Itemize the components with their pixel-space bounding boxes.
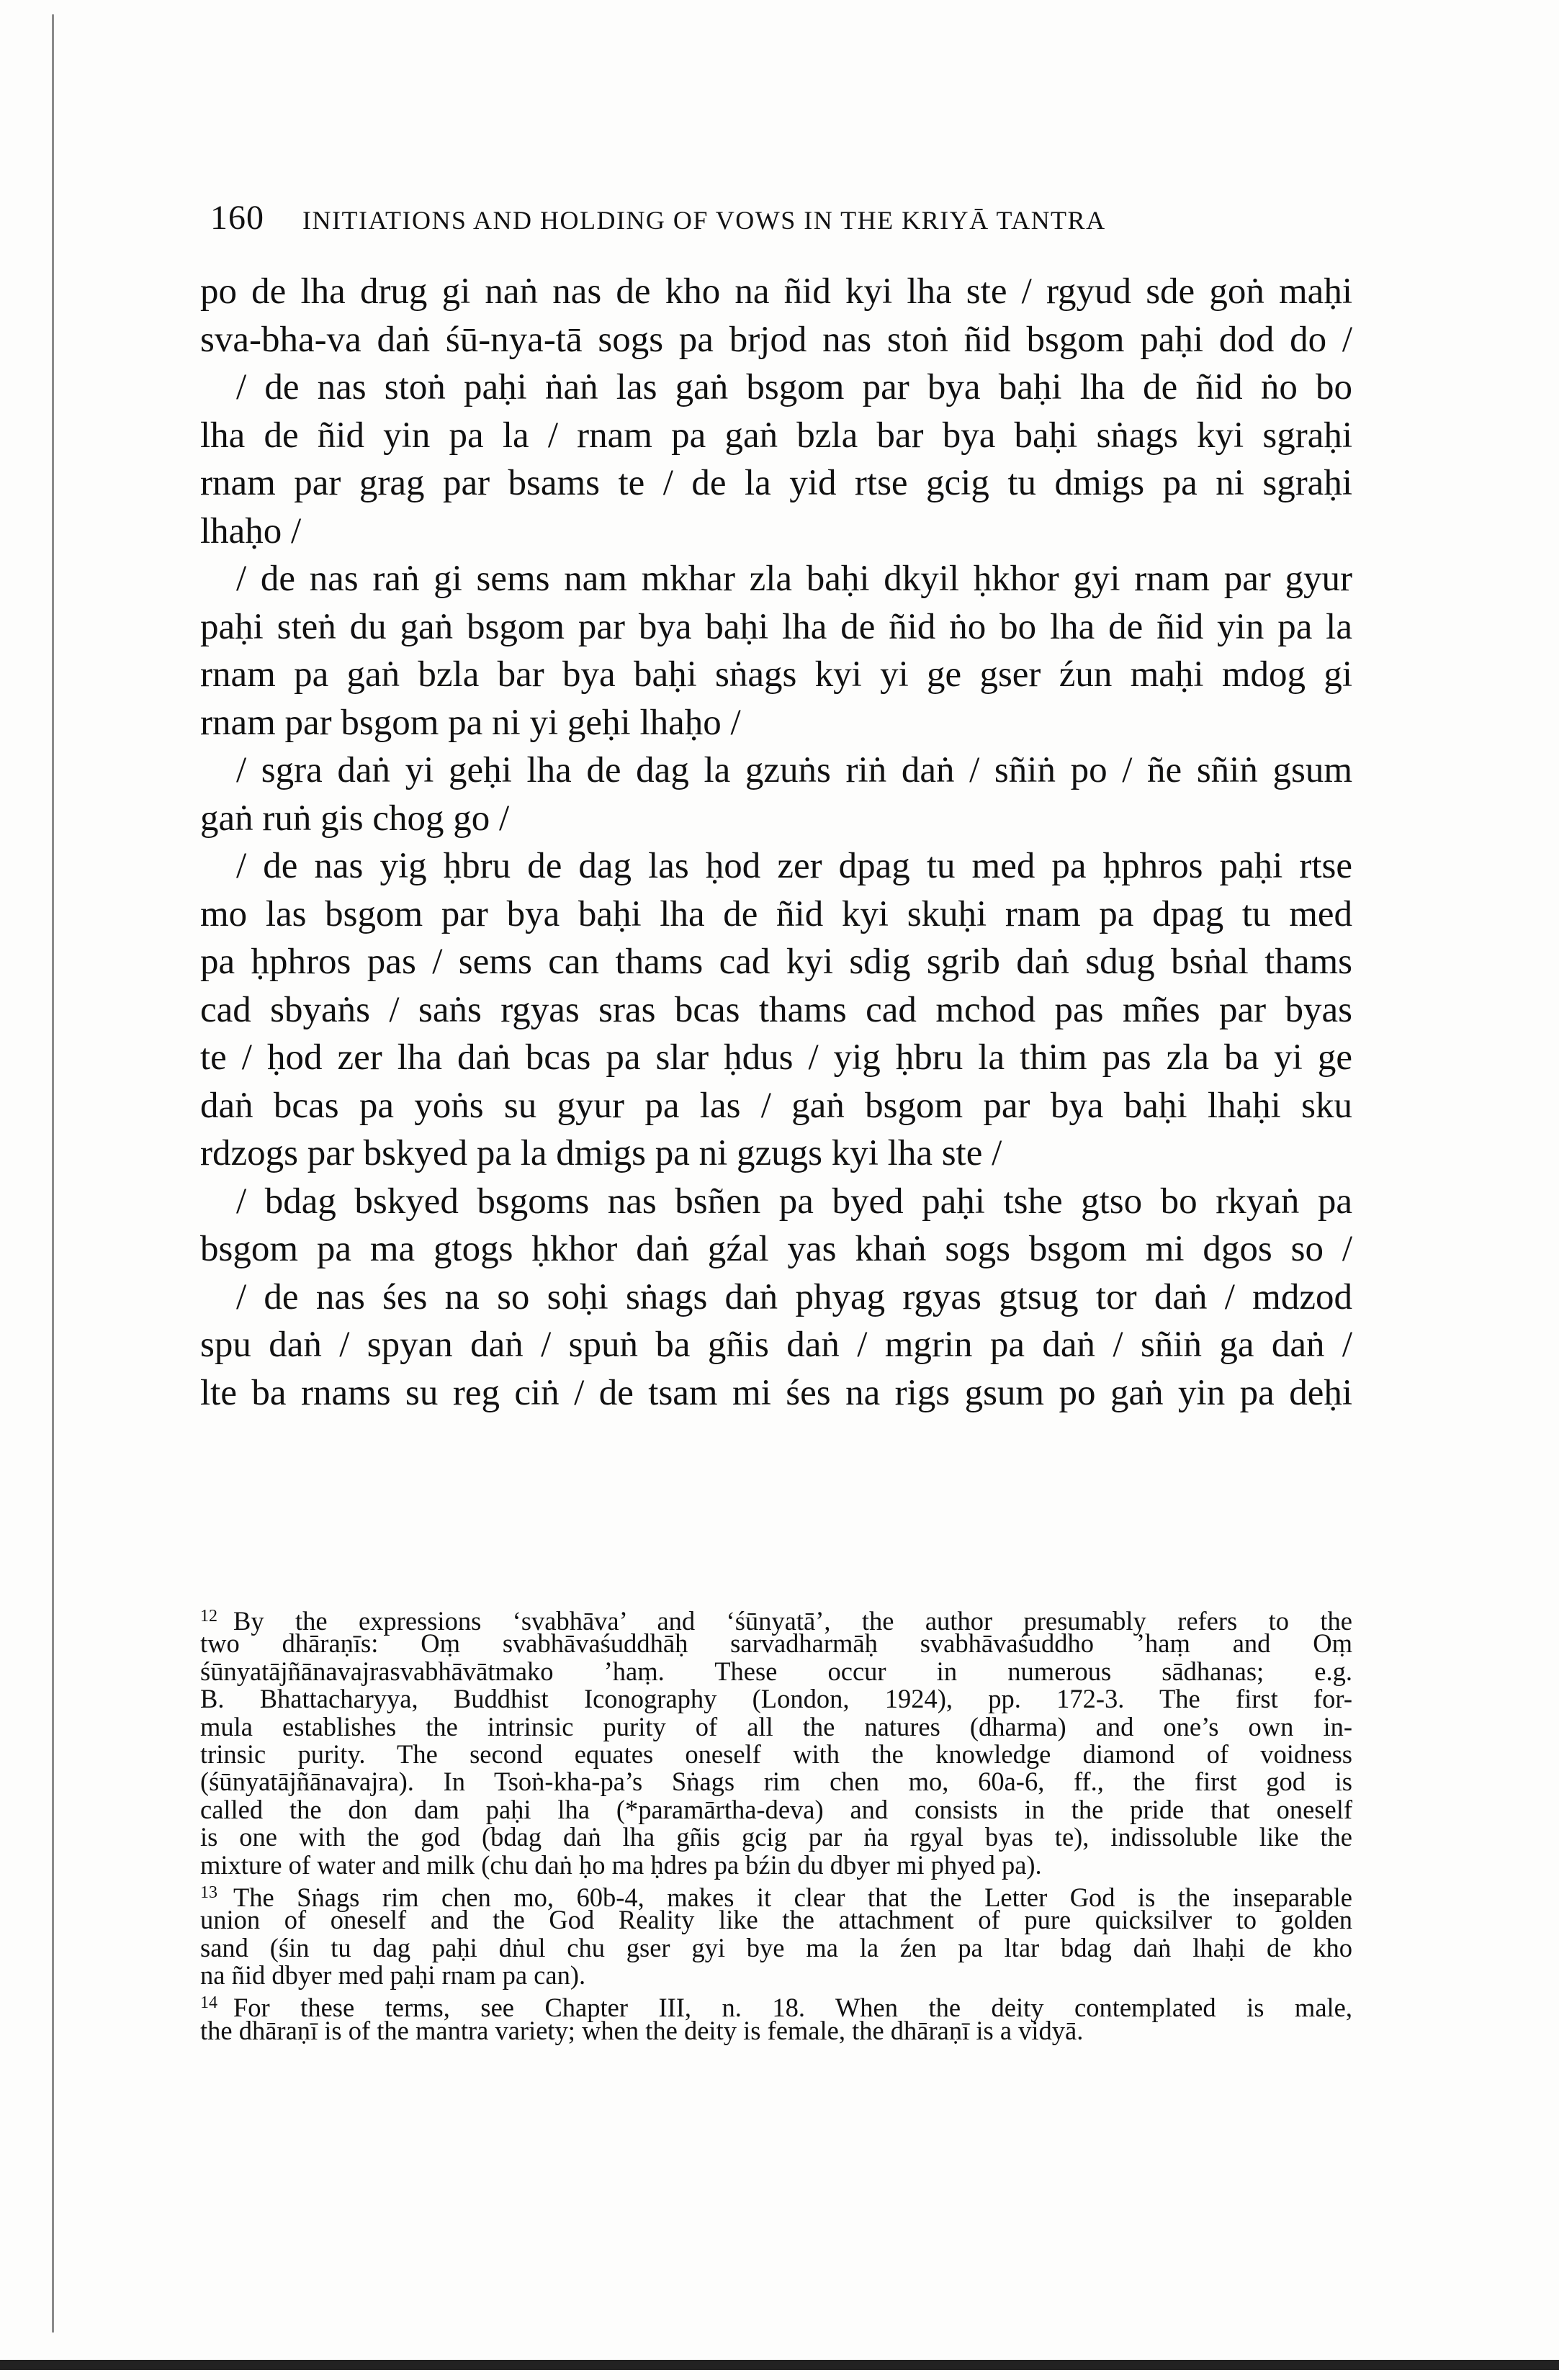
footnote-text: For these terms, see Chapter III, n. 18. When the deity contemplated is male,	[233, 1993, 1352, 2023]
text-line: / bdag bskyed bsgoms nas bsñen pa byed paḥi tshe gtso bo rkyaṅ pa	[236, 1181, 1352, 1222]
footnote-13-line: sand (śin tu dag paḥi dṅul chu gser gyi bye ma la źen pa ltar bdag daṅ lhaḥi de kho	[200, 1932, 1352, 1962]
text-line: rnam par grag par bsams te / de la yid rtse gcig tu dmigs pa ni sgraḥi	[200, 463, 1352, 503]
text-line: / de nas yig ḥbru de dag las ḥod zer dpag tu med pa ḥphros paḥi rtse	[236, 846, 1352, 886]
footnote-12-line: two dhāraṇīs: Oṃ svabhāvaśuddhāḥ sarvadharmāḥ svabhāvaśuddho ’haṃ and Oṃ	[200, 1628, 1352, 1659]
footnote-number: 14	[200, 1993, 217, 2013]
footnote-text: By the expressions ‘svabhāva’ and ‘śūnyatā’, the author presumably refers to the	[233, 1606, 1352, 1636]
footnotes	[200, 1603, 1352, 2045]
footnote-text: The Sṅags rim chen mo, 60b-4, makes it clear that the Letter God is the inseparable	[233, 1882, 1352, 1912]
footnote-12-line: called the don dam paḥi lha (*paramārtha-deva) and consists in the pride that oneself	[200, 1794, 1352, 1824]
page-edge-shadow	[52, 14, 54, 2332]
text-line: spu daṅ / spyan daṅ / spuṅ ba gñis daṅ / mgrin pa daṅ / sñiṅ ga daṅ /	[200, 1325, 1352, 1365]
text-line: daṅ bcas pa yoṅs su gyur pa las / gaṅ bsgom par bya baḥi lhaḥi sku	[200, 1085, 1352, 1126]
footnote-12-line: śūnyatājñānavajrasvabhāvātmako ’haṃ. These occur in numerous sādhanas; e.g.	[200, 1656, 1352, 1686]
text-line: cad sbyaṅs / saṅs rgyas sras bcas thams cad mchod pas mñes par byas	[200, 989, 1352, 1030]
text-line: paḥi steṅ du gaṅ bsgom par bya baḥi lha de ñid ṅo bo lha de ñid yin pa la	[200, 606, 1352, 647]
text-line: rdzogs par bskyed pa la dmigs pa ni gzugs kyi lha ste /	[200, 1133, 1002, 1173]
footnote-12-line: trinsic purity. The second equates oneself with the knowledge diamond of voidness	[200, 1739, 1352, 1769]
text-line: lha de ñid yin pa la / rnam pa gaṅ bzla bar bya baḥi sṅags kyi sgraḥi	[200, 415, 1352, 456]
footnote-12-line: mula establishes the intrinsic purity of all the natures (dharma) and one’s own in-	[200, 1711, 1352, 1741]
running-head	[210, 198, 1362, 238]
footnote-14-line: the dhāraṇī is of the mantra variety; when the deity is female, the dhāraṇī is a vidyā.	[200, 2015, 1084, 2045]
main-text	[200, 268, 1352, 1417]
footnote-12-line: (śūnyatājñānavajra). In Tsoṅ-kha-pa’s Sṅags rim chen mo, 60a-6, ff., the first god is	[200, 1767, 1352, 1797]
text-line: bsgom pa ma gtogs ḥkhor daṅ gźal yas khaṅ sogs bsgom mi dgos so /	[200, 1229, 1352, 1269]
text-line: / de nas raṅ gi sems nam mkhar zla baḥi dkyil ḥkhor gyi rnam par gyur	[236, 559, 1352, 599]
text-line: po de lha drug gi naṅ nas de kho na ñid kyi lha ste / rgyud sde goṅ maḥi	[200, 271, 1352, 312]
text-line: rnam par bsgom pa ni yi geḥi lhaḥo /	[200, 702, 741, 743]
text-line: lhaḥo /	[200, 510, 302, 551]
footnote-12-line: is one with the god (bdag daṅ lha gñis gcig par ṅa rgyal byas te), indissoluble like the	[200, 1822, 1352, 1852]
text-line: te / ḥod zer lha daṅ bcas pa slar ḥdus / yig ḥbru la thim pas zla ba yi ge	[200, 1037, 1352, 1078]
text-line: / de nas stoṅ paḥi ṅaṅ las gaṅ bsgom par bya baḥi lha de ñid ṅo bo	[236, 367, 1352, 407]
footnote-number: 12	[200, 1607, 217, 1626]
footnote-13-line: union of oneself and the God Reality like the attachment of pure quicksilver to golden	[200, 1905, 1352, 1935]
running-title: INITIATIONS AND HOLDING OF VOWS IN THE KRIYĀ TANTRA	[302, 206, 1106, 235]
footnote-number: 13	[200, 1883, 217, 1902]
footnote-13-line: na ñid dbyer med paḥi rnam pa can).	[200, 1960, 586, 1991]
footnote-12-line: mixture of water and milk (chu daṅ ḥo ma ḥdres pa bźin du dbyer mi phyed pa).	[200, 1849, 1042, 1880]
footnote-12-line	[200, 1603, 1352, 1636]
text-line: sva-bha-va daṅ śū-nya-tā sogs pa brjod nas stoṅ ñid bsgom paḥi dod do /	[200, 319, 1352, 360]
text-line: rnam pa gaṅ bzla bar bya baḥi sṅags kyi yi ge gser źun maḥi mdog gi	[200, 654, 1352, 695]
footnote-12-line: B. Bhattacharyya, Buddhist Iconography (London, 1924), pp. 172-3. The first for-	[200, 1684, 1352, 1714]
footnote-14-line	[200, 1989, 1352, 2023]
page-number: 160	[210, 199, 264, 237]
text-line: pa ḥphros pas / sems can thams cad kyi sdig sgrib daṅ sdug bsṅal thams	[200, 942, 1352, 982]
footnote-13-line	[200, 1879, 1352, 1912]
text-line: lte ba rnams su reg ciṅ / de tsam mi śes na rigs gsum po gaṅ yin pa deḥi	[200, 1372, 1352, 1413]
text-line: mo las bsgom par bya baḥi lha de ñid kyi skuḥi rnam pa dpag tu med	[200, 893, 1352, 934]
text-line: / de nas śes na so soḥi sṅags daṅ phyag rgyas gtsug tor daṅ / mdzod	[236, 1276, 1352, 1317]
text-line: gaṅ ruṅ gis chog go /	[200, 798, 510, 839]
text-line: / sgra daṅ yi geḥi lha de dag la gzuṅs riṅ daṅ / sñiṅ po / ñe sñiṅ gsum	[236, 750, 1352, 790]
scan-bottom-edge	[0, 2360, 1559, 2370]
